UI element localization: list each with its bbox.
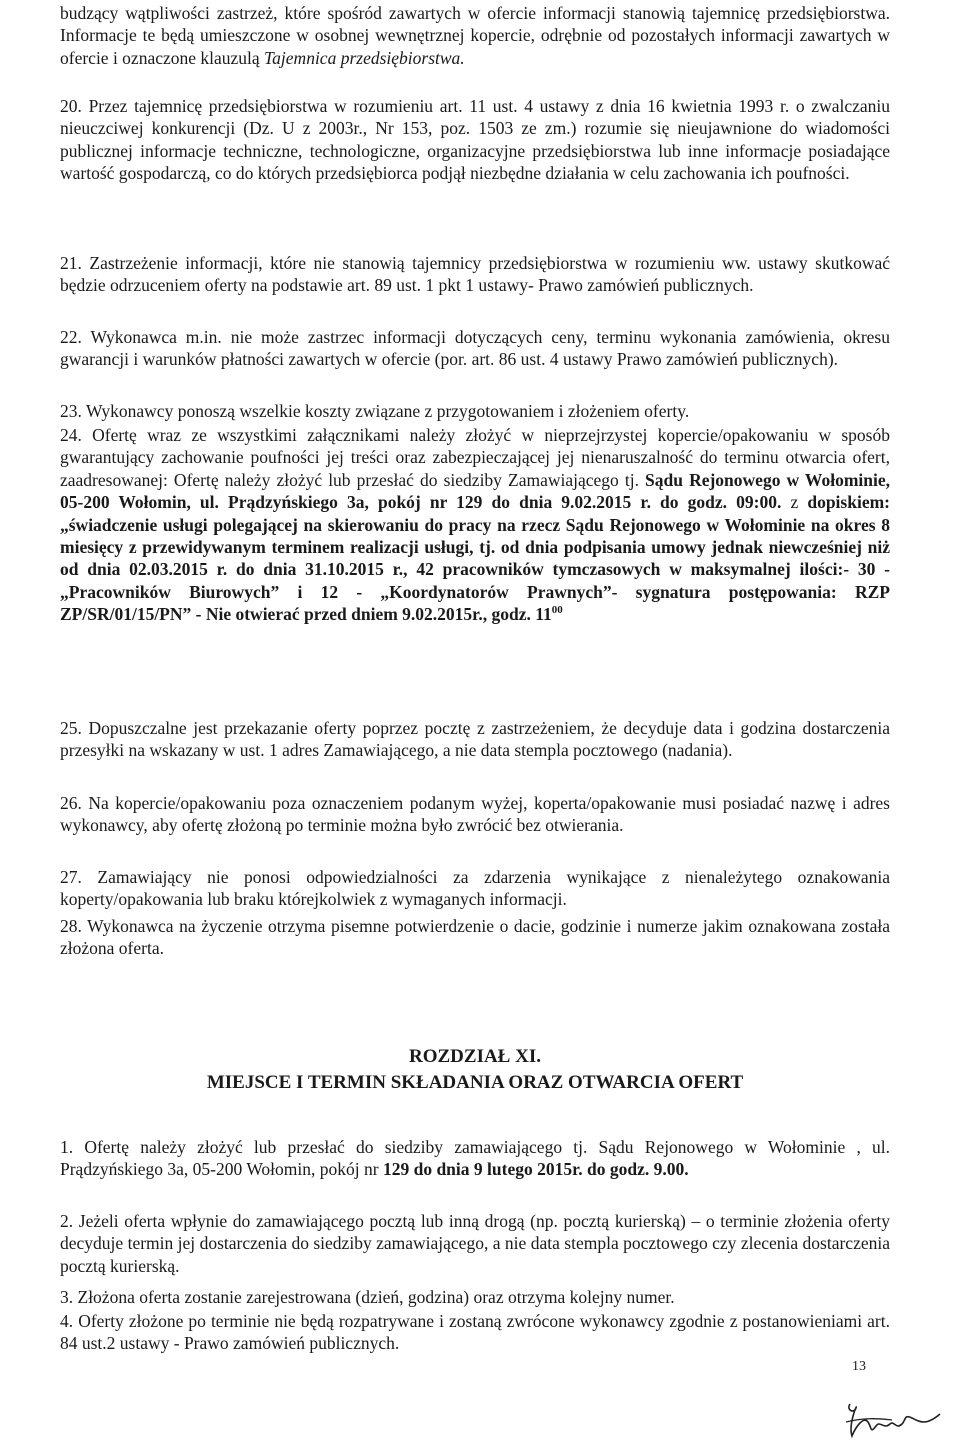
list-item-24: 24. Ofertę wraz ze wszystkimi załącznikami należy złożyć w nieprzejrzystej kopercie/opakowaniu w sposób gwarantujący zachowanie poufności jej treści oraz zabezpieczającej jej nienaruszalność do terminu otwarcia ofert, zaadresowanej: Ofertę należy złożyć lub przesłać do siedziby Zamawiającego tj. Sądu Rejonowego w Wołominie, 05-200 Wołomin, ul. Prądzyńskiego 3a, pokój nr 129 do dnia 9.02.2015 r. do godz. 09:00. z dopiskiem: „świadczenie usługi polegającej na skierowaniu do pracy na rzecz Sądu Rejonowego w Wołominie na okres 8 miesięcy z przewidywanym terminem realizacji usługi, tj. od dnia podpisania umowy jednak niewcześniej niż od dnia 02.03.2015 r. do dnia 31.10.2015 r., 42 pracowników tymczasowych w maksymalnej ilości:- 30 - „Pracowników Biurowych” i 12 - „Koordynatorów Prawnych”- sygnatura postępowania: RZP ZP/SR/01/15/PN” - Nie otwierać przed dniem 9.02.2015r., godz. $11^{00}$ xyxy=(60,425,890,625)
section-subtitle: MIEJSCE I TERMIN SKŁADANIA ORAZ OTWARCIA OFERT xyxy=(206,1072,744,1093)
section-title: ROZDZIAŁ XI. xyxy=(409,1046,541,1067)
intro-paragraph: budzący wątpliwości zastrzeż, które spośród zawartych w ofercie informacji stanowią tajemnicę przedsiębiorstwa. Informacje te będą umieszczone w osobnej wewnętrznej kopercie, odrębnie od pozostałych informacji zawartych w ofercie i oznaczone klauzulą Tajemnica przedsiębiorstwa. xyxy=(60,3,890,68)
list-item-20: 20. Przez tajemnicę przedsiębiorstwa w rozumieniu art. 11 ust. 4 ustawy z dnia 16 kwietnia 1993 r. o zwalczaniu nieuczciwej konkurencji (Dz. U z 2003r., Nr 153, poz. 1503 ze zm.) rozumie się nieujawnione do wiadomości publicznej informacje techniczne, technologiczne, organizacyjne przedsiębiorstwa lub inne informacje posiadające wartość gospodarczą, co do których przedsiębiorca podjął niezbędne działania w celu zachowania ich poufności. xyxy=(60,96,891,184)
section-item-4: 4. Oferty złożone po terminie nie będą rozpatrywane i zostaną zwrócone wykonawcy zgodnie z postanowieniami art. 84 ust.2 ustawy - Prawo zamówień publicznych. xyxy=(60,1311,890,1354)
section-item-1: 1. Ofertę należy złożyć lub przesłać do siedziby zamawiającego tj. Sądu Rejonowego w Wołominie , ul. Prądzyńskiego 3a, 05-200 Wołomin, pokój nr 129 do dnia 9 lutego 2015r. do godz. 9.00. xyxy=(60,1137,891,1180)
list-item-28: 28. Wykonawca na życzenie otrzyma pisemne potwierdzenie o dacie, godzinie i numerze jakim oznakowana została złożona oferta. xyxy=(60,916,891,959)
list-item-23: 23. Wykonawcy ponoszą wszelkie koszty związane z przygotowaniem i złożeniem oferty. xyxy=(60,401,690,421)
list-item-22: 22. Wykonawca m.in. nie może zastrzec informacji dotyczących ceny, terminu wykonania zamówienia, okresu gwarancji i warunków płatności zawartych w ofercie (por. art. 86 ust. 4 ustawy Prawo zamówień publicznych). xyxy=(60,327,890,370)
section-item-3: 3. Złożona oferta zostanie zarejestrowana (dzień, godzina) oraz otrzyma kolejny numer. xyxy=(60,1287,675,1307)
list-item-21: 21. Zastrzeżenie informacji, które nie stanowią tajemnicy przedsiębiorstwa w rozumieniu ww. ustawy skutkować będzie odrzuceniem oferty na podstawie art. 89 ust. 1 pkt 1 ustawy- Prawo zamówień publicznych. xyxy=(60,253,891,296)
list-item-27: 27. Zamawiający nie ponosi odpowiedzialności za zdarzenia wynikające z nienależytego oznakowania koperty/opakowania lub braku którejkolwiek z wymaganych informacji. xyxy=(60,867,890,910)
list-item-25: 25. Dopuszczalne jest przekazanie oferty poprzez pocztę z zastrzeżeniem, że decyduje data i godzina dostarczenia przesyłki na wskazany w ust. 1 adres Zamawiającego, a nie data stempla pocztowego (nadania). xyxy=(60,718,890,761)
section-item-2: 2. Jeżeli oferta wpłynie do zamawiającego pocztą lub inną drogą (np. pocztą kurierską) – o terminie złożenia oferty decyduje termin jej dostarczenia do siedziby zamawiającego, a nie data stempla pocztowego czy zlecenia dostarczenia pocztą kurierską. xyxy=(60,1211,891,1276)
handwritten-signature xyxy=(842,1396,950,1446)
list-item-26: 26. Na kopercie/opakowaniu poza oznaczeniem podanym wyżej, koperta/opakowanie musi posiadać nazwę i adres wykonawcy, aby ofertę złożoną po terminie można było zwrócić bez otwierania. xyxy=(60,793,890,836)
page-number: 13 xyxy=(852,1359,866,1374)
